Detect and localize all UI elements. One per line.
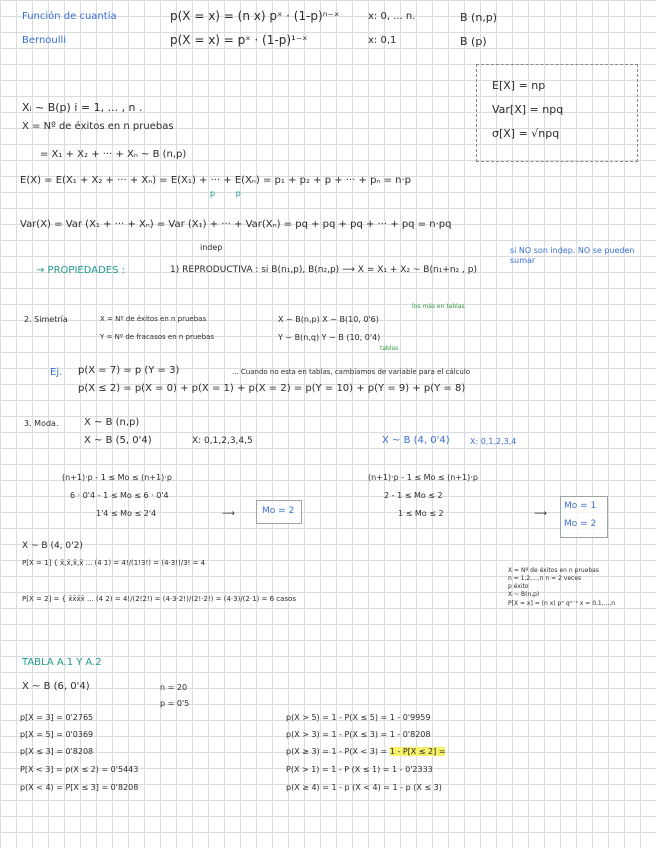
tables-right-3 bbox=[286, 748, 445, 756]
def-line-2: X = Nº de éxitos en n pruebas bbox=[22, 121, 174, 132]
mode-left-result: Mo = 2 bbox=[262, 506, 295, 516]
example-line-1: p(X = 7) = p (Y = 3) bbox=[78, 365, 180, 376]
sym-line-2: Y = Nº de fracasos en n pruebas bbox=[100, 333, 214, 341]
summary-sd: σ[X] = √npq bbox=[492, 127, 560, 140]
mode-right-range: X: 0,1,2,3,4 bbox=[470, 437, 517, 446]
tables-right-2: p(X > 3) = 1 - P(X ≤ 3) = 1 - 0'8208 bbox=[286, 730, 431, 739]
mode-line-2: X ~ B (5, 0'4) bbox=[84, 435, 152, 446]
tables-right-1: p(X > 5) = 1 - P(X ≤ 5) = 1 - 0'9959 bbox=[286, 713, 431, 722]
dist-label-bernoulli: Bernoulli bbox=[22, 35, 67, 46]
arrow-right: ⟶ bbox=[534, 509, 547, 519]
example-note: ... Cuando no esta en tablas, cambiamos de variable para el cálculo bbox=[232, 368, 471, 376]
def-line-3: = X₁ + X₂ + ··· + Xₙ ~ B (n,p) bbox=[40, 149, 187, 160]
side-note-2: n = 1,2,...,n n = 2 veces bbox=[508, 575, 582, 582]
example-line-2: p(X ≤ 2) = p(X = 0) + p(X = 1) + p(X = 2) = p(Y = 10) + p(Y = 9) + p(Y = 8) bbox=[78, 383, 466, 394]
tables-right-3-pre: p(X ≥ 3) = 1 - P(X < 3) = bbox=[286, 747, 390, 756]
indep-note: si NO son indep. NO se pueden sumar bbox=[510, 246, 635, 265]
tables-left-3: p[X ≤ 3] = 0'8208 bbox=[20, 747, 94, 756]
example2-line-1: P[X = 1] { x̄,x̄,x̄,x̄ ... (4 1) = 4!/(1!3!) = (4·3!)/3! = 4 bbox=[22, 559, 206, 567]
expectation-line: E(X) = E(X₁ + X₂ + ··· + Xₙ) = E(X₁) + ··· + E(Xₙ) = p₁ + p₂ + p + ··· + pₙ = n·p bbox=[20, 175, 412, 186]
dist-formula-bernoulli: p(X = x) = pˣ · (1-p)¹⁻ˣ bbox=[170, 33, 308, 47]
expectation-marks: p p bbox=[210, 189, 241, 198]
example-label: Ej. bbox=[50, 367, 63, 378]
tables-n: n = 20 bbox=[160, 683, 188, 692]
variance-line: Var(X) = Var (X₁ + ··· + Xₙ) = Var (X₁) + ··· + Var(Xₙ) = pq + pq + pq + ··· + pq = n·pq bbox=[20, 219, 452, 230]
side-note-1: X = Nº de éxitos en n pruebas bbox=[508, 567, 599, 574]
tables-title: TABLA A.1 Y A.2 bbox=[22, 657, 102, 668]
tables-p: p = 0'5 bbox=[160, 699, 190, 708]
sym-line-1-right: X ~ B(n,p) X ~ B(10, 0'6) bbox=[278, 315, 379, 324]
summary-mean: E[X] = np bbox=[492, 79, 546, 92]
arrow-left: ⟶ bbox=[222, 509, 235, 519]
mode-right-dist: X ~ B (4, 0'4) bbox=[382, 435, 450, 446]
prop-reproductive: 1) REPRODUCTIVA : si B(n₁,p), B(n₂,p) ⟶ X = X₁ + X₂ ~ B(n₁+n₂ , p) bbox=[170, 265, 477, 275]
mode-right-ineq-1: (n+1)·p - 1 ≤ Mo ≤ (n+1)·p bbox=[368, 473, 478, 482]
mode-left-ineq-3: 1'4 ≤ Mo ≤ 2'4 bbox=[96, 509, 157, 518]
tables-right-3-highlight: 1 - P[X ≤ 2] = bbox=[389, 747, 446, 756]
dist-name-bernoulli: B (p) bbox=[460, 35, 487, 48]
mode-left-ineq-2: 6 · 0'4 - 1 ≤ Mo ≤ 6 · 0'4 bbox=[70, 491, 169, 500]
summary-variance: Var[X] = npq bbox=[492, 103, 564, 116]
mode-label: 3. Moda. bbox=[24, 419, 59, 428]
indep-label: indep bbox=[200, 243, 223, 252]
tables-left-4: P[X < 3] = p(X ≤ 2) = 0'5443 bbox=[20, 765, 139, 774]
tables-left-1: p[X = 3] = 0'2765 bbox=[20, 713, 94, 722]
tables-right-5: p(X ≥ 4) = 1 - p (X < 4) = 1 - p (X ≤ 3) bbox=[286, 783, 442, 792]
mode-right-ineq-3: 1 ≤ Mo ≤ 2 bbox=[398, 509, 444, 518]
dist-label-binomial: Función de cuantía bbox=[22, 11, 117, 22]
side-note-3: p éxito bbox=[508, 583, 529, 590]
mode-right-result-2: Mo = 2 bbox=[564, 519, 597, 529]
example2-dist: X ~ B (4, 0'2) bbox=[22, 541, 83, 551]
sym-note-bottom: tablas bbox=[380, 345, 399, 352]
tables-dist: X ~ B (6, 0'4) bbox=[22, 681, 90, 692]
dist-name-binomial: B (n,p) bbox=[460, 11, 498, 24]
tables-left-5: p(X < 4) = P[X ≤ 3] = 0'8208 bbox=[20, 783, 139, 792]
def-line-1: Xᵢ ~ B(p) i = 1, ... , n . bbox=[22, 101, 143, 114]
tables-right-4: P(X > 1) = 1 - P (X ≤ 1) = 1 - 0'2333 bbox=[286, 765, 433, 774]
sym-line-2-right: Y ~ B(n,q) Y ~ B (10, 0'4) bbox=[278, 333, 381, 342]
mode-line-1: X ~ B (n,p) bbox=[84, 417, 140, 428]
sym-line-1: X = Nº de éxitos en n pruebas bbox=[100, 315, 207, 323]
mode-range: X: 0,1,2,3,4,5 bbox=[192, 436, 253, 446]
tables-left-2: p[X = 5] = 0'0369 bbox=[20, 730, 94, 739]
side-note-5: P[X = x] = (n x) pˣ qⁿ⁻ˣ x = 0,1,...,n bbox=[508, 600, 616, 607]
dist-range-binomial: x: 0, ... n. bbox=[368, 11, 416, 22]
example2-line-2: P[X = 2] = { x̄x̄x̄x̄ ... (4 2) = 4!/(2!2!) = (4·3·2!)/(2!·2!) = (4·3)/(2·1) = 6 casos bbox=[22, 595, 296, 603]
mode-right-ineq-2: 2 - 1 ≤ Mo ≤ 2 bbox=[384, 491, 443, 500]
symmetry-label: 2. Simetría bbox=[24, 315, 68, 324]
mode-left-ineq-1: (n+1)·p - 1 ≤ Mo ≤ (n+1)·p bbox=[62, 473, 172, 482]
sym-note-top: los más en tablas bbox=[412, 303, 465, 310]
mode-right-result-1: Mo = 1 bbox=[564, 501, 597, 511]
dist-range-bernoulli: x: 0,1 bbox=[368, 35, 397, 46]
dist-formula-binomial: p(X = x) = (n x) pˣ · (1-p)ⁿ⁻ˣ bbox=[170, 9, 340, 23]
side-note-4: X ~ B(n,p) bbox=[508, 591, 540, 598]
properties-title: → PROPIEDADES : bbox=[36, 265, 125, 276]
